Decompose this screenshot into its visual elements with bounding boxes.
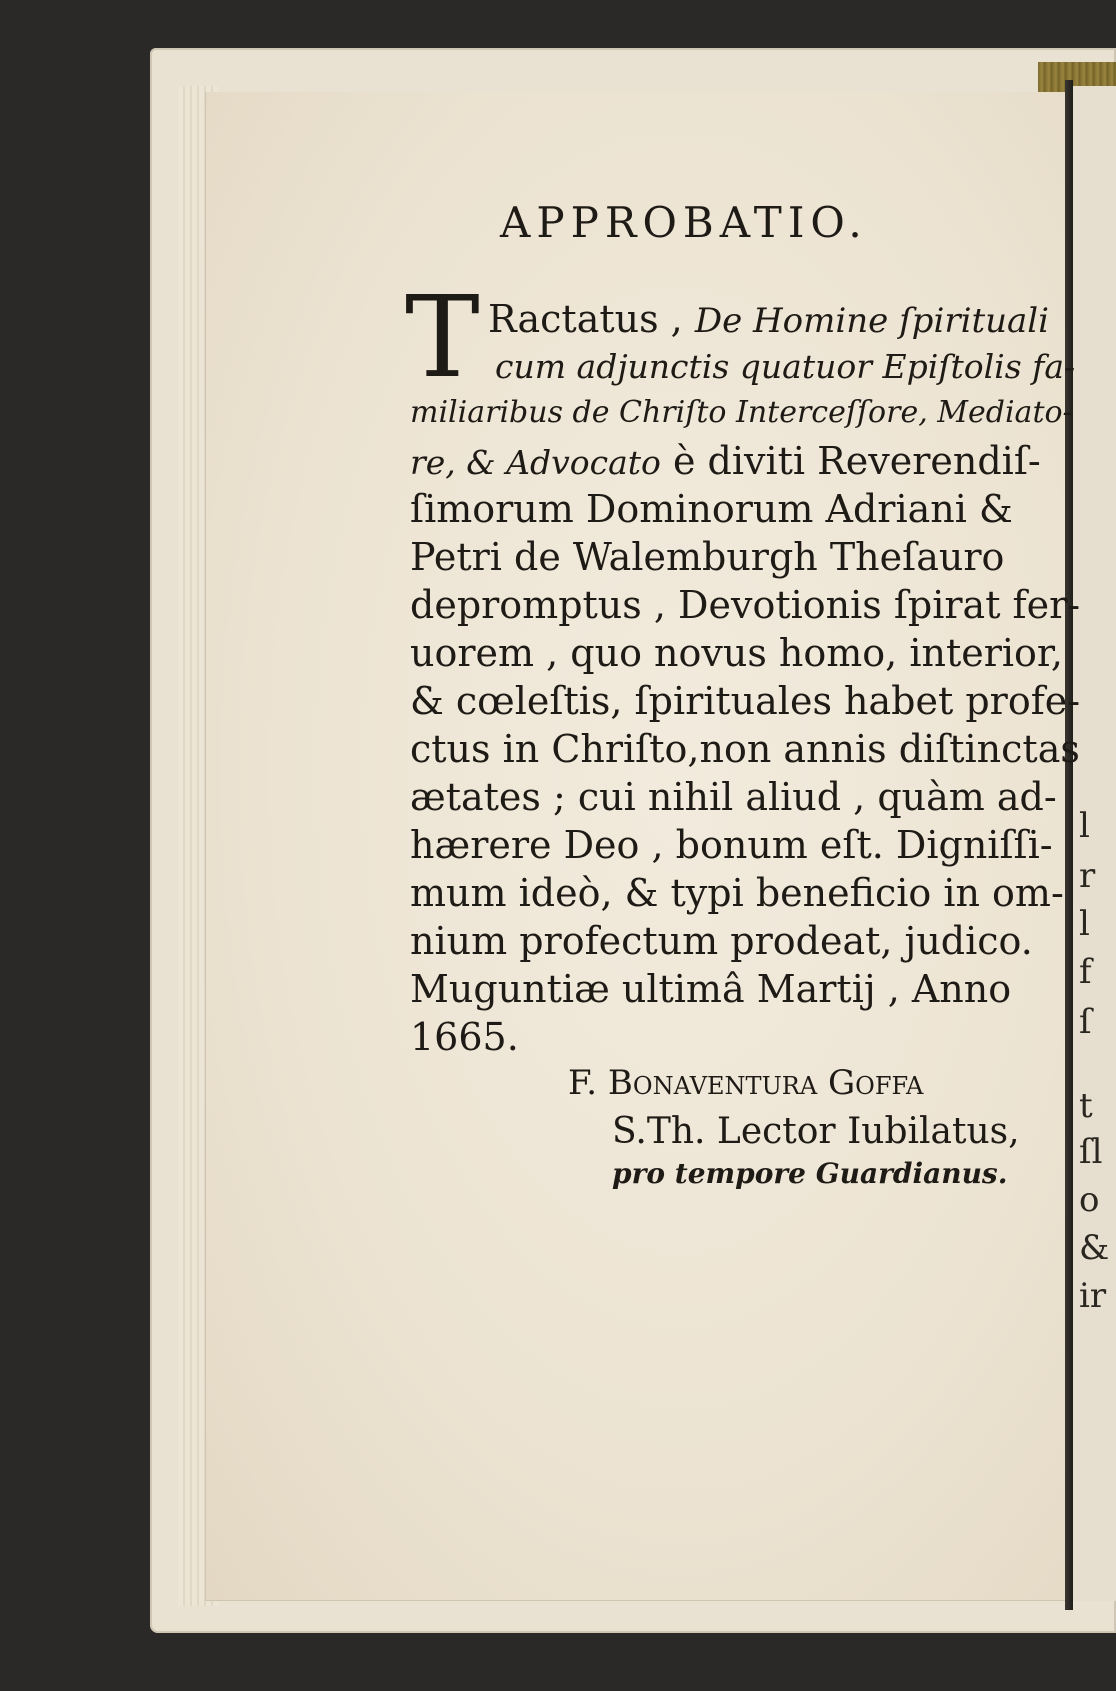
next-page-letter: r bbox=[1079, 856, 1096, 896]
page-title: APPROBATIO. bbox=[500, 198, 868, 247]
text-line: 1665. bbox=[410, 1015, 519, 1059]
signature-name: F. Bonaventura Goffa bbox=[568, 1063, 924, 1103]
next-page-letter: ſ bbox=[1079, 1002, 1092, 1042]
next-page-letter: ir bbox=[1079, 1276, 1107, 1316]
text-line-italic: re, & Advocato bbox=[410, 443, 661, 482]
text-line: & cœleſtis, ſpirituales habet profe- bbox=[410, 679, 1081, 723]
text-line: Muguntiæ ultimâ Martij , Anno bbox=[410, 967, 1012, 1011]
book-gutter bbox=[1065, 80, 1073, 1610]
text-line-italic: De Homine ſpirituali bbox=[694, 301, 1050, 341]
text-line bbox=[488, 297, 1050, 341]
signature-title: S.Th. Lector Iubilatus, bbox=[612, 1111, 1020, 1152]
text-line: hærere Deo , bonum eſt. Digniſſi- bbox=[410, 823, 1053, 867]
text-line: mum ideò, & typi beneficio in om- bbox=[410, 871, 1064, 915]
text-line: miliaribus de Chriſto Interceſſore, Mediato- bbox=[410, 395, 1073, 430]
text-line: depromptus , Devotionis ſpirat fer- bbox=[410, 583, 1081, 627]
text-line: Petri de Walemburgh Theſauro bbox=[410, 535, 1005, 579]
text-line bbox=[410, 439, 1041, 483]
drop-cap: T bbox=[405, 273, 480, 403]
text-line: cum adjunctis quatuor Epiſtolis fa- bbox=[495, 347, 1076, 386]
text-line: ſimorum Dominorum Adriani & bbox=[410, 487, 1013, 531]
text-line: ctus in Chriſto,non annis diſtinctas bbox=[410, 727, 1080, 771]
text-line-roman: è diviti Reverendiſ- bbox=[660, 439, 1041, 483]
next-page-letter: o bbox=[1079, 1180, 1100, 1220]
text-line: ætates ; cui nihil aliud , quàm ad- bbox=[410, 775, 1057, 819]
next-page-letter: l bbox=[1079, 806, 1090, 846]
next-page-letter: f bbox=[1079, 952, 1092, 992]
next-page-letter: & bbox=[1079, 1228, 1110, 1268]
text-line: uorem , quo novus homo, interior, bbox=[410, 631, 1063, 675]
next-page-letter: l bbox=[1079, 904, 1090, 944]
next-page-letter: t bbox=[1079, 1086, 1093, 1126]
signature-office: pro tempore Guardianus. bbox=[612, 1157, 1008, 1190]
text-line: nium profectum prodeat, judico. bbox=[410, 919, 1033, 963]
right-page-edge bbox=[1073, 86, 1116, 1601]
text-line-roman: Ractatus , bbox=[488, 297, 695, 341]
next-page-letter: ſl bbox=[1079, 1132, 1103, 1172]
